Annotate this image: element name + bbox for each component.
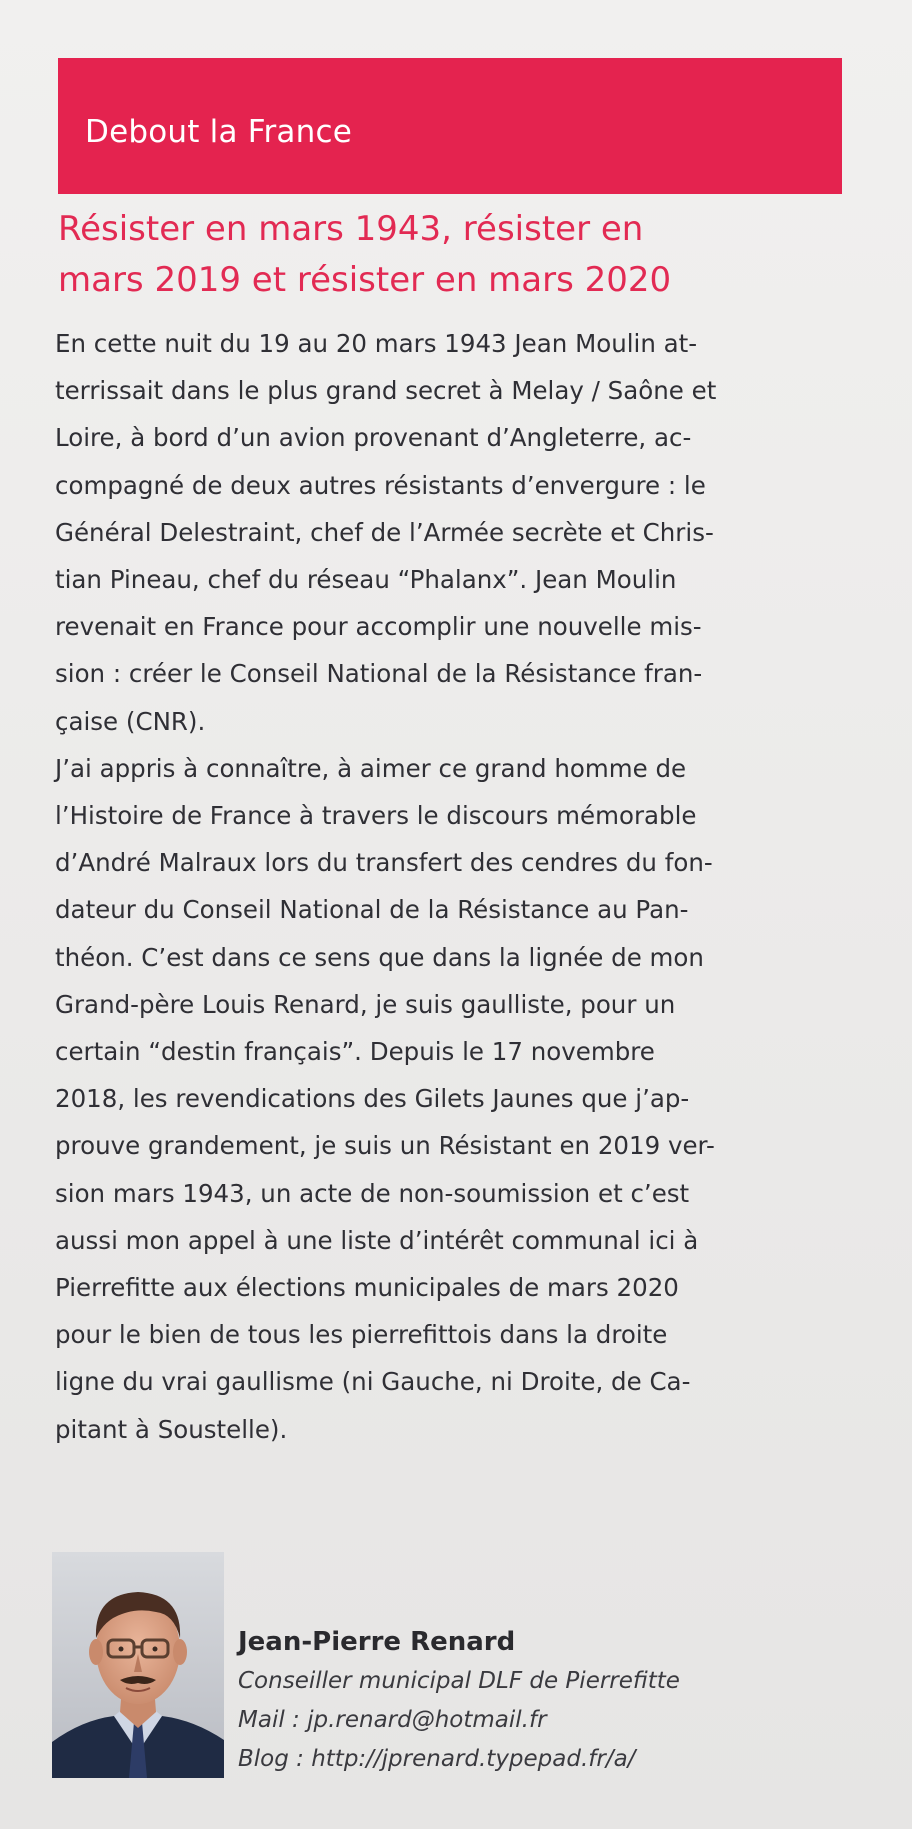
body-line: aussi mon appel à une liste d’intérêt communal ici à [55,1225,699,1255]
author-name: Jean-Pierre Renard [238,1627,516,1657]
body-line: sion mars 1943, un acte de non-soumission et c’est [55,1178,690,1208]
section-label: Debout la France [85,114,352,150]
body-line: Grand-père Louis Renard, je suis gaulliste, pour un [55,989,676,1019]
body-line: prouve grandement, je suis un Résistant en 2019 ver- [55,1131,715,1161]
body-line: çaise (CNR). [55,706,206,736]
title-line: mars 2019 et résister en mars 2020 [58,260,672,300]
body-line: tian Pineau, chef du réseau “Phalanx”. Jean Moulin [55,565,677,595]
author-mail: Mail : jp.renard@hotmail.fr [238,1707,547,1733]
body-line: sion : créer le Conseil National de la Résistance fran- [55,659,703,689]
author-portrait-image [52,1552,224,1778]
body-line: 2018, les revendications des Gilets Jaunes que j’ap- [55,1084,690,1114]
title-line: Résister en mars 1943, résister en [58,209,644,249]
body-line: Loire, à bord d’un avion provenant d’Angleterre, ac- [55,423,692,453]
body-line: l’Histoire de France à travers le discours mémorable [55,801,697,831]
body-line: terrissait dans le plus grand secret à Melay / Saône et [55,376,717,406]
body-line: d’André Malraux lors du transfert des cendres du fon- [55,848,713,878]
body-line: revenait en France pour accomplir une nouvelle mis- [55,612,702,642]
article-title [58,204,858,306]
body-line: compagné de deux autres résistants d’envergure : le [55,470,706,500]
body-line: dateur du Conseil National de la Résistance au Pan- [55,895,689,925]
article-body [55,320,855,1453]
body-line: théon. C’est dans ce sens que dans la lignée de mon [55,942,704,972]
author-block [52,1552,852,1782]
body-line: ligne du vrai gaullisme (ni Gauche, ni Droite, de Ca- [55,1367,691,1397]
author-blog: Blog : http://jprenard.typepad.fr/a/ [238,1746,636,1772]
body-line: J’ai appris à connaître, à aimer ce grand homme de [55,753,687,783]
body-line: certain “destin français”. Depuis le 17 novembre [55,1037,655,1067]
section-banner [58,58,842,194]
author-photo [52,1552,224,1778]
body-line: Général Delestraint, chef de l’Armée secrète et Chris- [55,517,714,547]
author-info [238,1622,838,1779]
body-line: pour le bien de tous les pierrefittois dans la droite [55,1320,668,1350]
body-line: En cette nuit du 19 au 20 mars 1943 Jean Moulin at- [55,329,698,358]
body-line: Pierrefitte aux élections municipales de mars 2020 [55,1273,679,1303]
author-role: Conseiller municipal DLF de Pierrefitte [238,1668,680,1694]
body-line: pitant à Soustelle). [55,1414,288,1444]
